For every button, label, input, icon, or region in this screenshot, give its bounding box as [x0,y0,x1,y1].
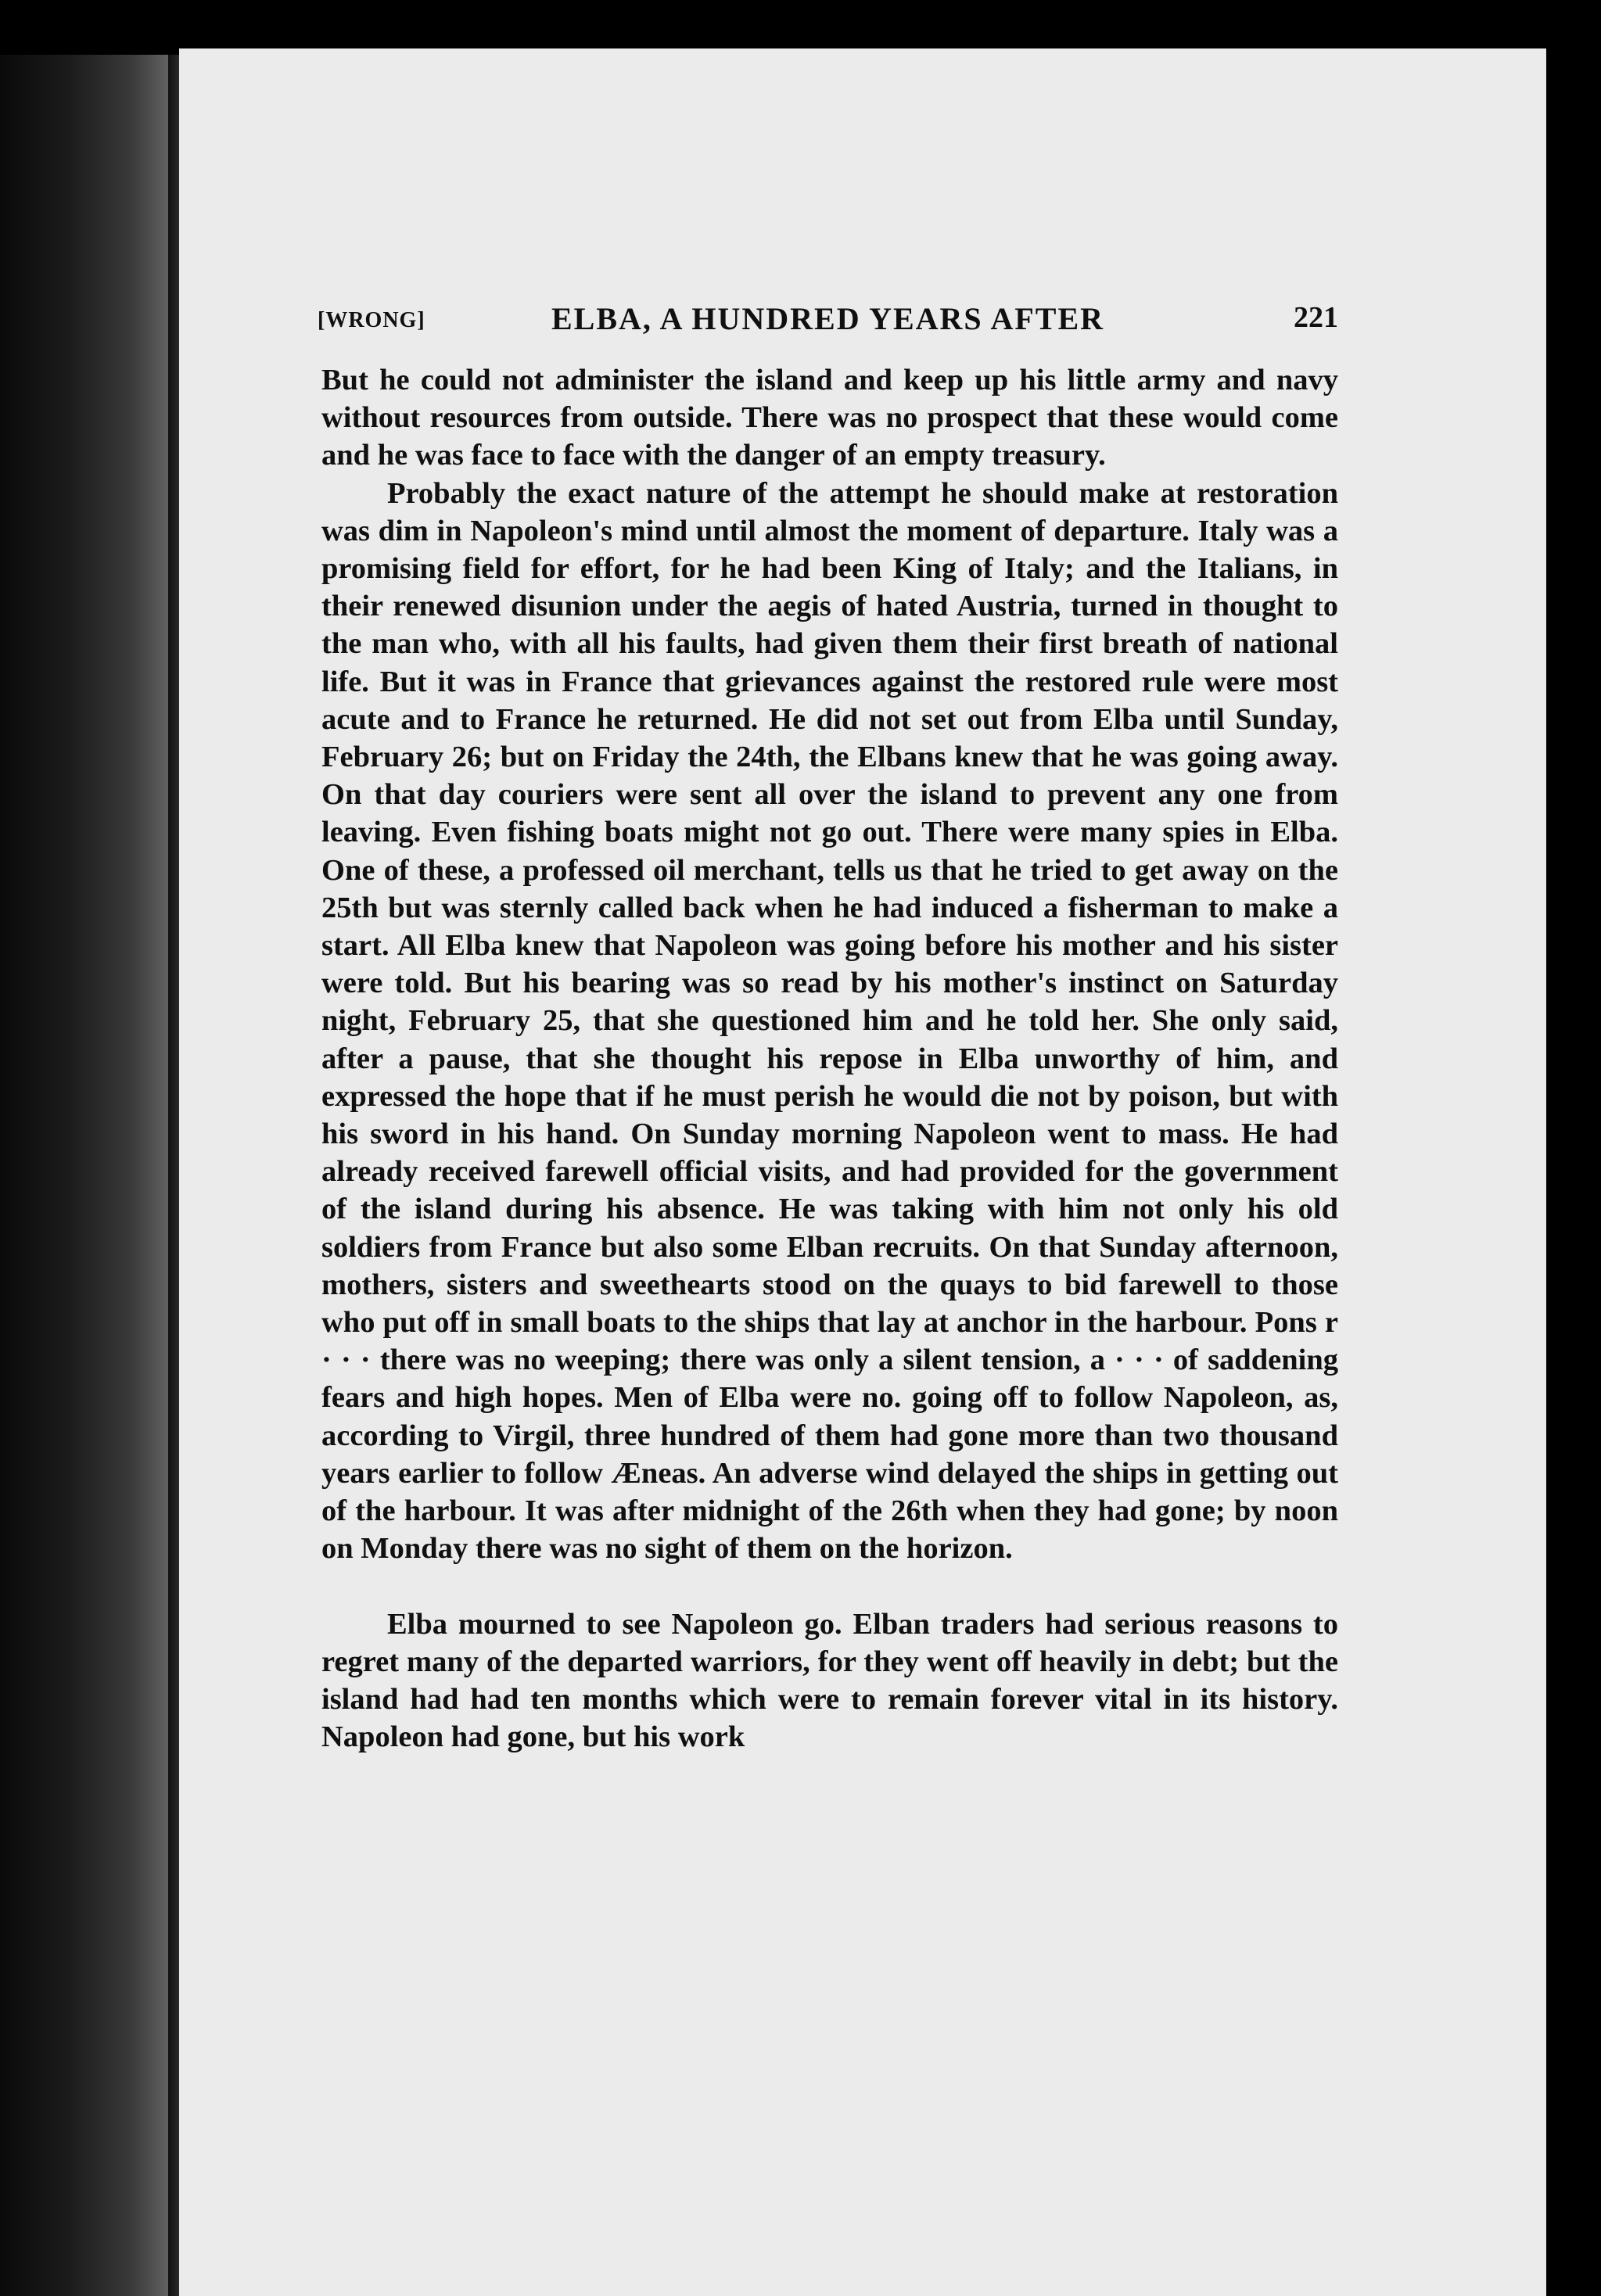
running-head-tag: [WRONG] [318,308,425,332]
gutter-shadow [168,55,179,2296]
paragraph-3: Elba mourned to see Napoleon go. Elban traders had serious reasons to regret many of the departed warriors, for they went off heavily in debt; but the island had had ten months which were to remain forever vital in its history. Napoleon had gone, but his work [321,1607,1338,1754]
running-head-title: ELBA, A HUNDRED YEARS AFTER [551,301,1105,336]
paragraph-2: Probably the exact nature of the attempt he should make at restoration was dim in Napoleon's mind until almost the moment of departure. Italy was a promising field for effort, for he had been King of Italy; and the Italians, in their renewed disunion under the aegis of hated Austria, turned in thought to the man who, with all his faults, had given them their first breath of national life. But it was in France that grievances against the restored rule were most acute and to France he returned. He did not set out from Elba until Sunday, February 26; but on Friday the 24th, the Elbans knew that he was going away. On that day couriers were sent all over the island to prevent any one from leaving. Even fishing boats might not go out. There were many spies in Elba. One of these, a professed oil merchant, tells us that he tried to get away on the 25th but was sternly called back when he had induced a fisherman to make a start. All Elba knew that Napoleon was going before his mother and his sister were told. But his bearing was so read by his mother's instinct on Saturday night, February 25, that she questioned him and he told her. She only said, after a pause, that she thought his repose in Elba unworthy of him, and expressed the hope that if he must perish he would die not by poison, but with his sword in his hand. On Sunday morning Napoleon went to mass. He had already received farewell official visits, and had provided for the government of the island during his absence. He was taking with him not only his old soldiers from France but also some Elban recruits. On that Sunday afternoon, mothers, sisters and sweethearts stood on the quays to bid farewell to those who put off in small boats to the ships that lay at anchor in the harbour. Pons r · · · there was no weeping; there was only a silent tension, a · · · of saddening fears and high hopes. Men of Elba were no. going off to follow Napoleon, as, according to Virgil, three hundred of them had gone more than two thousand years earlier to follow Æneas. An adverse wind delayed the ships in getting out of the harbour. It was after midnight of the 26th when they had gone; by noon on Monday there was no sight of them on the horizon. [321,476,1338,1566]
paragraph-1: But he could not administer the island and keep up his little army and navy without resources from outside. There was no prospect that these would come and he was face to face with the danger of an empty treasury. [321,364,1338,472]
book-page [179,48,1546,2296]
running-head [318,300,1338,347]
body-text [321,361,1338,1756]
page-number: 221 [1294,301,1338,334]
facing-page-edge [0,55,176,2296]
section-break [321,1568,1338,1605]
